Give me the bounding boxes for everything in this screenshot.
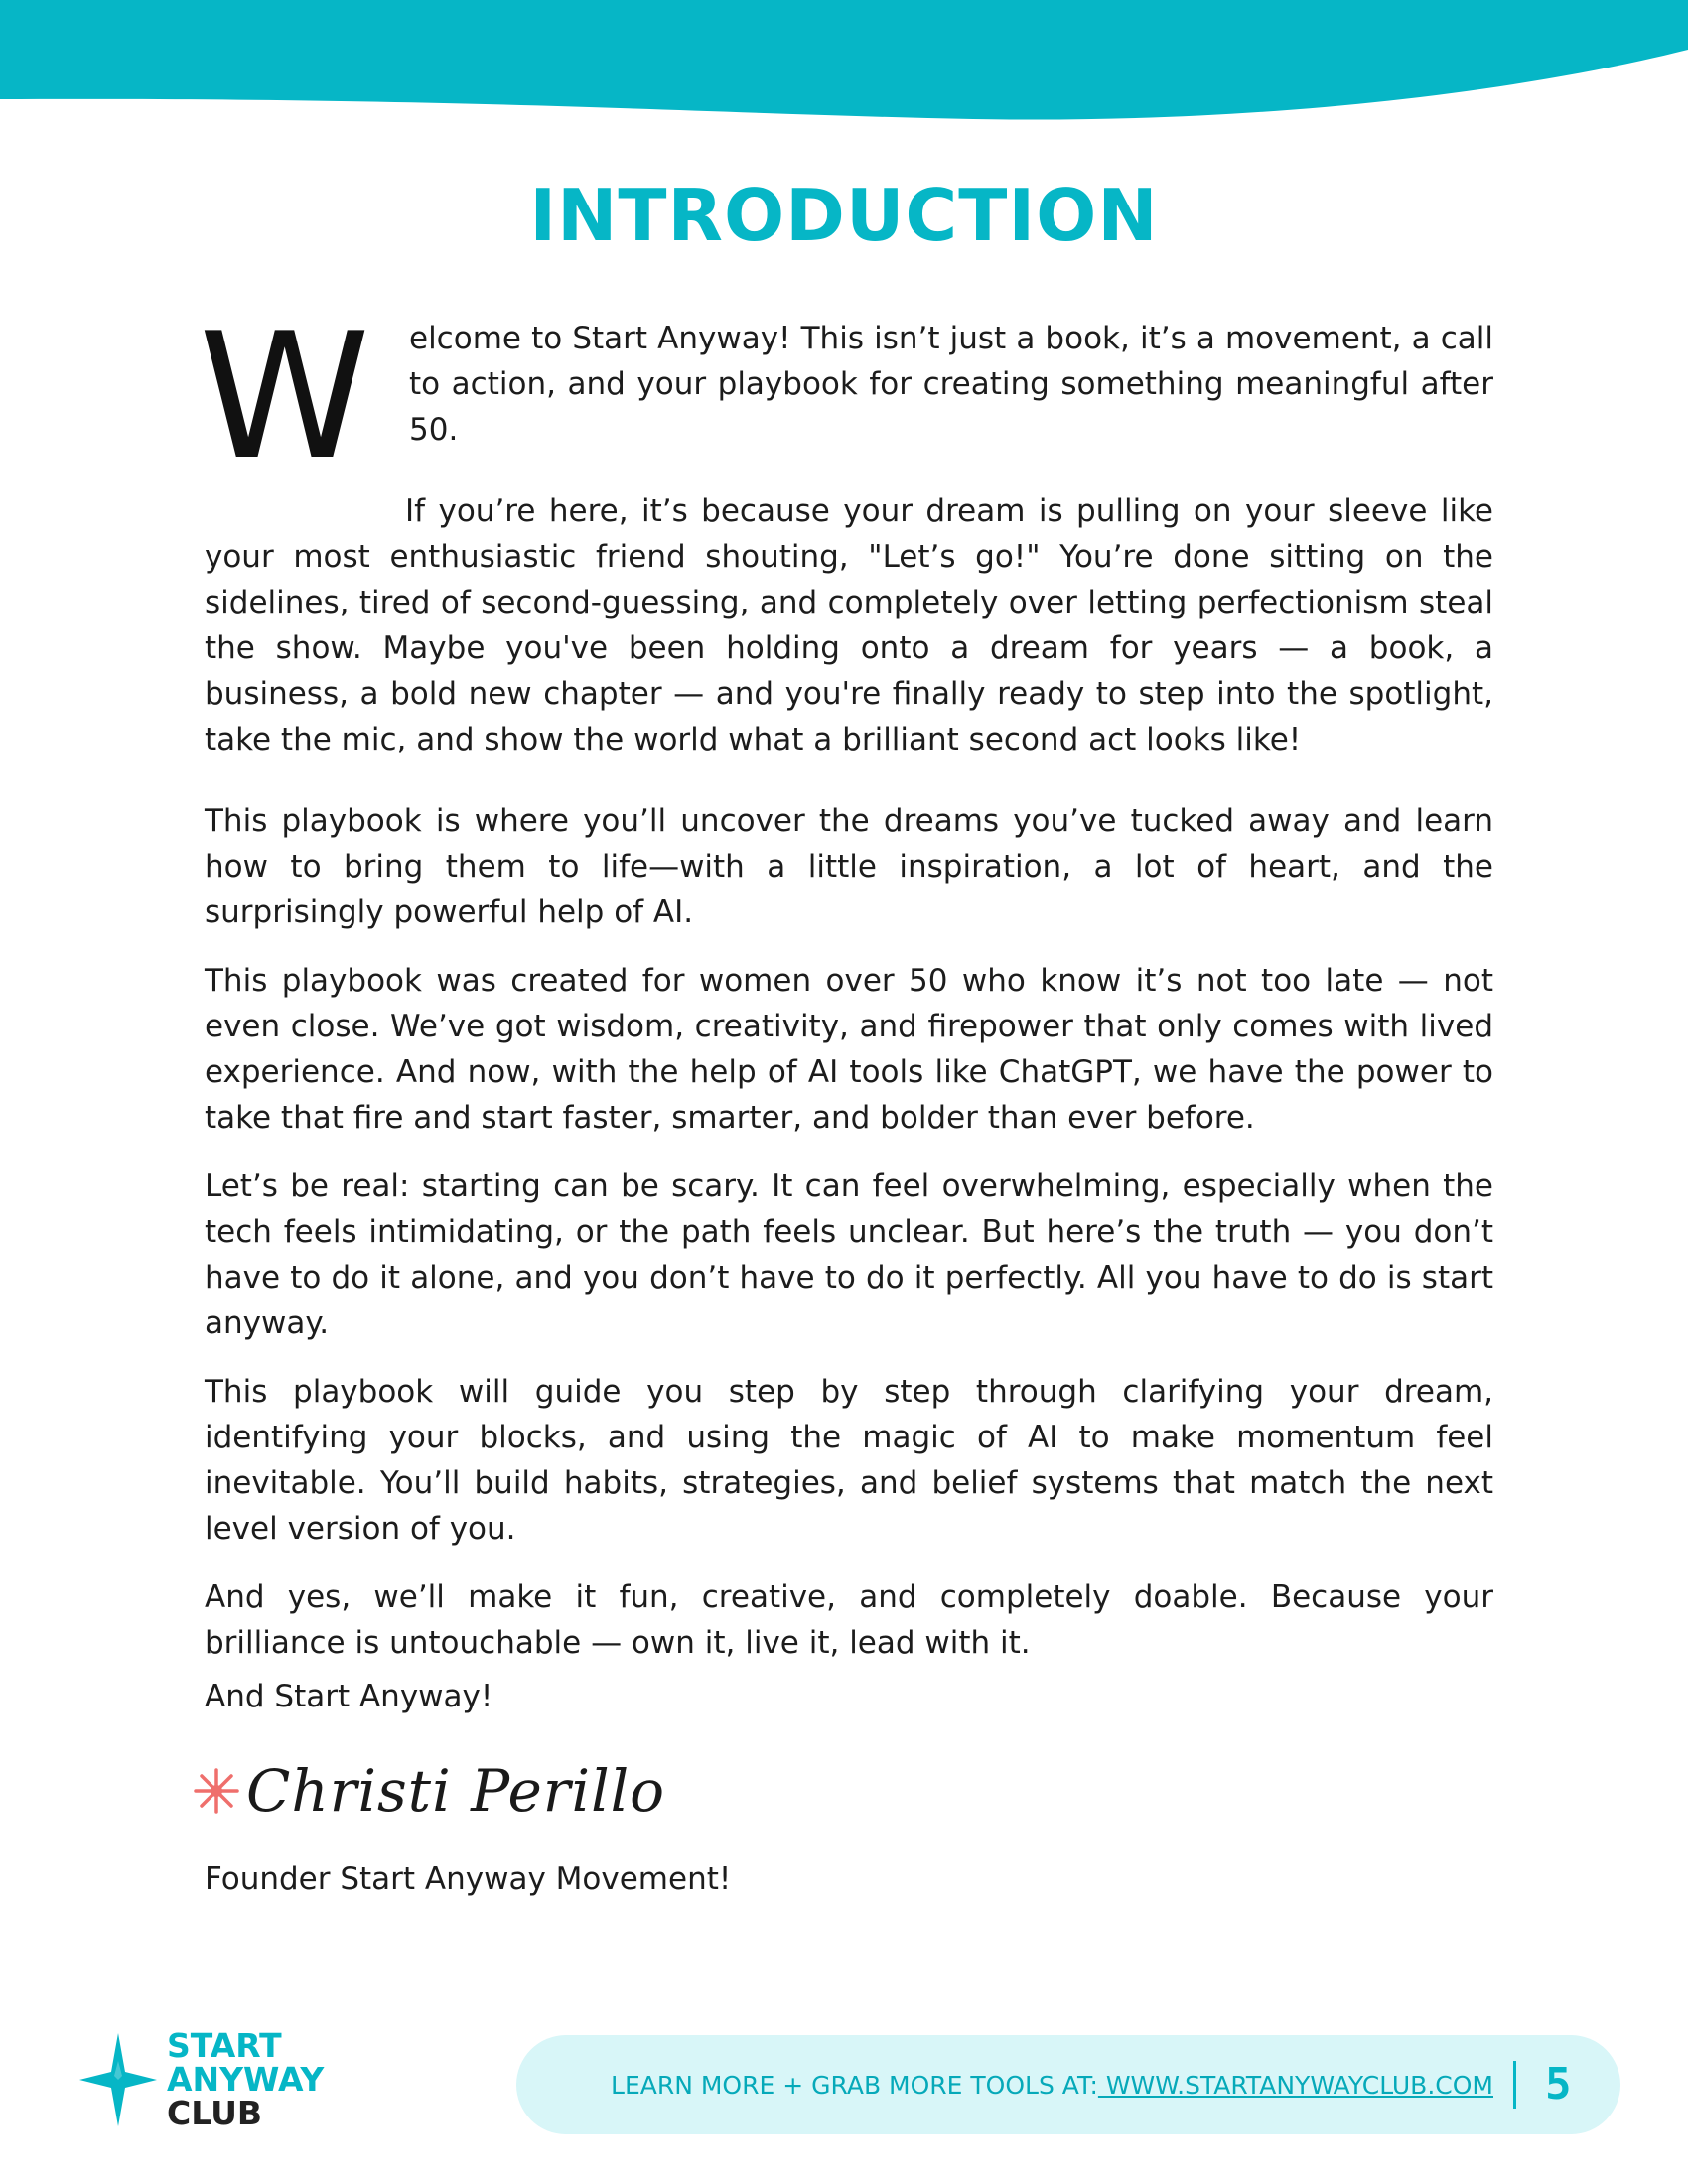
paragraph: This playbook was created for women over 50 who know it’s not too late — not even close. We’ve got wisdom, creativity, and firepower that only comes with lived experience. And now, with the help of AI tools like ChatGPT, we have the power to take that fire and start faster, smarter, and bolder than ever before. [205, 963, 1493, 1136]
four-point-star-icon [77, 2031, 159, 2128]
paragraph: This playbook will guide you step by step through clarifying your dream, identifying your blocks, and using the magic of AI to make momentum feel inevitable. You’ll build habits, strategies, and belief systems that match the next level version of you. [205, 1374, 1493, 1547]
paragraph: And yes, we’ll make it fun, creative, and completely doable. Because your brilliance is untouchable — own it, live it, lead with it. [205, 1579, 1493, 1661]
paragraph: If you’re here, it’s because your dream is pulling on your sleeve like your most enthusiastic friend shouting, "Let’s go!" You’re done sitting on the sidelines, tired of second-guessing, and completely over letting perfectionism steal the show. Maybe you've been holding onto a dream for years — a book, a business, a bold new chapter — and you're finally ready to step into the spotlight, take the mic, and show the world what a brilliant second act looks like! [205, 493, 1493, 757]
star-burst-icon [193, 1767, 240, 1815]
drop-cap: W [199, 297, 371, 498]
body-content [199, 297, 1493, 1925]
closing-line: And Start Anyway! [205, 1679, 493, 1714]
start-anyway-logo [77, 2026, 325, 2132]
page-title: INTRODUCTION [529, 174, 1159, 257]
logo-line-anyway: ANYWAY [167, 2060, 325, 2099]
page-number: 5 [1545, 2059, 1572, 2110]
intro-text: elcome to Start Anyway! This isn’t just a book, it’s a movement, a call to action, and your playbook for creating something meaningful after 50. [409, 321, 1493, 448]
signature-title: Founder Start Anyway Movement! [205, 1861, 732, 1897]
logo-wordmark [167, 2026, 325, 2132]
logo-line-club: CLUB [167, 2094, 263, 2132]
signature [193, 1749, 1493, 1833]
website-link[interactable]: WWW.STARTANYWAYCLUB.COM [1097, 2070, 1493, 2100]
logo-line-start: START [167, 2026, 282, 2065]
paragraph: Let’s be real: starting can be scary. It can feel overwhelming, especially when the tech feels intimidating, or the path feels unclear. But here’s the truth — you don’t have to do it alone, and you don’t have to do it perfectly. All you have to do is start anyway. [205, 1168, 1493, 1341]
footer-cta-prefix: LEARN MORE + GRAB MORE TOOLS AT: [611, 2070, 1098, 2100]
header-wave [0, 0, 1688, 129]
signature-name: Christi Perillo [246, 1757, 666, 1825]
footer-divider [1513, 2061, 1516, 2109]
intro-paragraph [199, 297, 1493, 498]
footer-cta-bar [516, 2035, 1620, 2134]
paragraph: This playbook is where you’ll uncover the dreams you’ve tucked away and learn how to bring them to life—with a little inspiration, a lot of heart, and the surprisingly powerful help of AI. [205, 803, 1493, 930]
footer-cta [611, 2071, 1493, 2100]
